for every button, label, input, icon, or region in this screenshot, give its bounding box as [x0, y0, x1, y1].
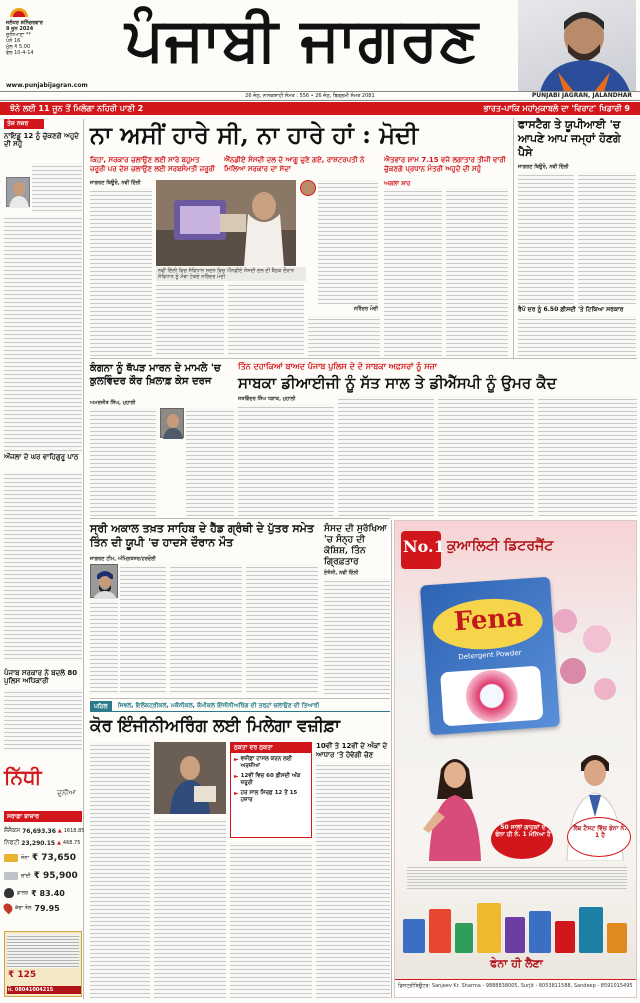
- ad-tagline: ਫੇਨਾ ਹੀ ਲੈਣਾ: [490, 957, 543, 970]
- key-point-text: 12ਵੀਂ ਵਿਚ 60 ਫ਼ੀਸਦੀ ਅੰਕ ਜ਼ਰੂਰੀ: [240, 773, 301, 786]
- masthead: [0, 0, 640, 92]
- key-points-title: ਨੁਕਤਾ ਦਰ ਨੁਕਤਾ: [231, 743, 311, 753]
- bottom-kicker-line: ਸਿਵਲ, ਇਲੈਕਟ੍ਰੀਕਲ, ਮਕੈਨੀਕਲ, ਕੈਮੀਕਲ ਇੰਜੀਨੀਅਰਿੰਗ ਦੀ ਤਰ੍ਹਾਂ ਚਲਾਉਣ ਦੀ ਤਿਆਰੀ: [117, 702, 320, 709]
- classified-ad[interactable]: [4, 931, 82, 997]
- market-row: [4, 825, 85, 837]
- woman-model-photo: [415, 749, 495, 861]
- market-row: [4, 867, 82, 885]
- lead-body-text: [90, 188, 152, 356]
- market-label: ਸਰਾਫ਼ਾ ਬਾਜ਼ਾਰ: [4, 811, 82, 822]
- edition-line: ਜਲੰਧਰ ਸ਼ਨਿੱਚਰਵਾਰ: [6, 20, 43, 26]
- bottom-text: [154, 818, 226, 998]
- second-story-headline[interactable]: ਸਾਬਕਾ ਡੀਆਈਜੀ ਨੂੰ ਸੱਤ ਸਾਲ ਤੇ ਡੀਐੱਸਪੀ ਨੂੰ ਉਮਰ ਕੈਦ: [238, 374, 557, 392]
- fena-product-sub: Detergent Powder: [458, 648, 522, 662]
- market-list: [4, 825, 85, 915]
- market-name: ਨਿਫਟੀ: [4, 839, 20, 846]
- date-strip: [0, 91, 640, 101]
- edition-line: ਵੱਲ 10-4-14: [6, 50, 34, 56]
- right-story-dateline: ਜਾਗਰਣ ਬਿਊਰੋ, ਨਵੀਂ ਦਿੱਲੀ: [518, 164, 569, 170]
- fena-pack: [420, 577, 560, 736]
- fena-product-name: Fena: [452, 602, 525, 638]
- ad-fine-print: [407, 865, 627, 891]
- edition-line: ਪੰਨੇ 16: [6, 38, 21, 44]
- right-column: [513, 118, 637, 358]
- bottom-text: [230, 842, 312, 998]
- ad-price: ₹ 125: [8, 970, 37, 980]
- newspaper-title: ਪੰਜਾਬੀ ਜਾਗਰਣ: [125, 5, 479, 75]
- akal-headline[interactable]: ਸ੍ਰੀ ਅਕਾਲ ਤਖ਼ਤ ਸਾਹਿਬ ਦੇ ਹੈੱਡ ਗ੍ਰੰਥੀ ਦੇ ਪੁੱਤਰ ਸਮੇਤ ਤਿੰਨ ਦੀ ਯੂਪੀ 'ਚ ਹਾਦਸੇ ਦੌਰਾਨ ਮੌਤ: [90, 522, 314, 549]
- cricketer-photo: [518, 0, 636, 92]
- lead-body-text: [384, 188, 442, 356]
- sidebar-headline[interactable]: ਨਾਇਡੂ 12 ਨੂੰ ਚੁੱਕਣਗੇ ਅਹੁਦੇ ਦੀ ਸਹੁੰ: [4, 132, 79, 148]
- sidebar-section-label: ਤੇਜ਼ ਨਜ਼ਰ: [4, 119, 44, 129]
- granthi-son-photo: [90, 564, 118, 598]
- fena-ad[interactable]: [394, 520, 637, 998]
- akal-text: [246, 564, 318, 694]
- lead-subhead: ਐਤਵਾਰ ਸ਼ਾਮ 7.15 ਵਜੇ ਲਗਾਤਾਰ ਤੀਜੀ ਵਾਰੀ ਚੁੱਕਣਗੇ ਪ੍ਰਧਾਨ ਮੰਤਰੀ ਅਹੁਦੇ ਦੀ ਸਹੁੰ: [384, 156, 506, 173]
- market-value: ₹ 83.40: [31, 888, 65, 898]
- second-story-text: [438, 396, 534, 516]
- market-name: ਚਾਂਦੀ: [21, 873, 31, 879]
- parliament-text: [324, 578, 390, 694]
- second-story-text: [538, 396, 637, 516]
- bottom-headline[interactable]: ਕੋਰ ਇੰਜੀਨੀਅਰਿੰਗ ਲਈ ਮਿਲੇਗਾ ਵਜ਼ੀਫ਼ਾ: [90, 716, 340, 736]
- lead-dateline: ਜਾਗਰਣ ਬਿਊਰੋ, ਨਵੀਂ ਦਿੱਲੀ: [90, 180, 141, 186]
- market-row: [4, 901, 82, 915]
- repo-text: [518, 316, 636, 356]
- lead-headline[interactable]: ਨਾ ਅਸੀਂ ਹਾਰੇ ਸੀ, ਨਾ ਹਾਰੇ ਹਾਂ : ਮੋਦੀ: [90, 120, 419, 149]
- sidebar-text: [4, 215, 82, 453]
- second-story-text: [338, 396, 434, 516]
- second-story-kicker: ਤਿੰਨ ਦਹਾਕਿਆਂ ਬਾਅਦ ਪੰਜਾਬ ਪੁਲਿਸ ਦੇ ਦੋ ਸਾਬਕਾ ਅਫ਼ਸਰਾਂ ਨੂੰ ਸਜ਼ਾ: [238, 362, 438, 371]
- market-value: 76,693.36: [22, 827, 56, 835]
- market-change: 1618.85: [63, 828, 85, 834]
- lead-body-text: [228, 282, 304, 356]
- sidebar-text: [4, 689, 82, 751]
- date-strip-text: 26 ਜੇਠ, ਨਾਨਕਸ਼ਾਹੀ ਸੰਮਤ : 556 • 26 ਜੇਠ, ਬਿਕ੍ਰਮੀ ਸੰਮਤ 2081: [245, 93, 375, 99]
- money-bag-icon: [4, 888, 14, 898]
- kangana-text: [186, 408, 234, 516]
- modi-photo: [300, 180, 316, 196]
- oil-drop-icon: [2, 902, 15, 915]
- second-story-text: [238, 404, 334, 516]
- parliament-dateline: ਏਜੰਸੀ, ਨਵੀਂ ਦਿੱਲੀ: [324, 570, 359, 576]
- kangana-headline[interactable]: ਕੰਗਨਾ ਨੂੰ ਥੱਪੜ ਮਾਰਨ ਦੇ ਮਾਮਲੇ 'ਚ ਕੁਲਵਿੰਦਰ ਕੌਰ ਖ਼ਿਲਾਫ਼ ਕੇਸ ਦਰਜ: [90, 363, 221, 387]
- bullet-arrow-icon: ►: [234, 756, 239, 763]
- sidebar-text: [4, 471, 82, 661]
- ad-footer: ਡਿਸਟ੍ਰੀਬਿਊਟਰ: Sanjeev Kr. Sharma - 9888838005, Surjit - 8053811588, Sandeep - 8591015495: [395, 979, 637, 998]
- nidhi-logo-text: ਨਿੱਧੀ: [4, 765, 42, 789]
- market-name: ਸੈਂਸੈਕਸ: [4, 827, 21, 834]
- gold-bars-icon: [4, 854, 18, 862]
- kulwinder-photo: [160, 408, 184, 438]
- bubble-right-text: ਲੈਬ ਟੈਸਟ ਵਿੱਚ ਫੇਨਾ ਨੰ. 1 ਹੈ: [573, 825, 627, 839]
- lead-photo: [156, 180, 296, 266]
- silver-bars-icon: [4, 872, 18, 880]
- lead-body-text: [156, 282, 224, 356]
- selection-subhead: 10ਵੀਂ ਤੇ 12ਵੀਂ ਦੇ ਅੰਕਾਂ ਦੇ ਆਧਾਰ 'ਤੇ ਹੋਵੇਗੀ ਚੋਣ: [316, 742, 388, 759]
- left-sidebar: [4, 119, 84, 999]
- teaser-bar: [0, 102, 640, 115]
- bottom-kicker: ਪਹਿਲ: [90, 701, 112, 712]
- down-arrow-icon: ▲: [57, 828, 62, 834]
- naidu-photo: [6, 177, 30, 207]
- up-arrow-icon: ▲: [57, 840, 61, 846]
- second-story-dateline: ਸਤਵਿੰਦਰ ਸਿੰਘ ਧੜਾਕ, ਮੁਹਾਲੀ: [238, 396, 296, 402]
- right-story-text: [578, 172, 636, 304]
- market-row: [4, 885, 82, 901]
- key-points-box: [230, 742, 312, 838]
- market-value: 23,290.15: [21, 839, 56, 847]
- akal-text: [90, 600, 118, 694]
- ad-phone: ਮੋ. 08041004215: [7, 986, 81, 994]
- key-point-text: ਵਜ਼ੀਫ਼ਾ ਹਾਸਲ ਕਰਨ ਲਈ ਅਰਜ਼ੀਆਂ: [240, 756, 292, 769]
- no1-text: No.1: [403, 537, 445, 556]
- teaser-right[interactable]: ਭਾਰਤ-ਪਾਕਿ ਮਹਾਂਮੁਕਾਬਲੇ ਦਾ 'ਵਿਰਾਟ' ਖਿਡਾਰੀ 9: [483, 103, 630, 113]
- key-point: [231, 753, 311, 770]
- quote-byline: ਨਰਿੰਦਰ ਮੋਦੀ: [353, 306, 378, 312]
- sidebar-headline[interactable]: ਔਜਲਾ ਦੇ ਘਰ ਵਾਹਿਗੁਰੂ ਪਾਠ: [4, 453, 82, 461]
- student-photo: [154, 742, 226, 814]
- key-point-text: ਹਰ ਸਾਲ ਸਿਰਫ਼ 12 ਤੋਂ 15 ਹਜ਼ਾਰ: [240, 790, 298, 803]
- market-change: 468.75: [62, 840, 81, 846]
- edition-line: 8 ਜੂਨ 2024: [6, 26, 34, 32]
- bubble-left-text: 50 ਸਾਲਾਂ ਗਾਹਕਾਂ ਦੇ ਫੇਨਾ ਹੀ ਨੰ. 1 ਮੰਨਿਆ ਹੈ: [495, 824, 551, 838]
- quote-text: [318, 180, 378, 304]
- akal-dateline: ਜਾਗਰਣ ਟੀਮ, ਅੰਮ੍ਰਿਤਸਰ/ਹਰਦੋਈ: [90, 556, 156, 562]
- akal-text: [170, 564, 242, 694]
- lead-photo-caption: ਨਵੀਂ ਦਿੱਲੀ ਵਿਚ ਸੰਵਿਧਾਨ ਸਦਨ ਵਿਚ ਐੱਨਡੀਏ ਸੰਸਦੀ ਦਲ ਦੀ ਬੈਠਕ ਦੌਰਾਨ ਸੰਵਿਧਾਨ ਨੂੰ ਮੱਥਾ ਟੇਕਦੇ ਨਰਿੰਦਰ ਮੋਦੀ: [156, 267, 306, 281]
- market-row: [4, 849, 82, 867]
- edition-line: ਲੁਧਿਆਣਾ **: [6, 32, 31, 38]
- parliament-headline[interactable]: ਸੰਸਦ ਦੀ ਸੁਰੱਖਿਆ 'ਚ ਸੰਨ੍ਹ ਦੀ ਕੋਸ਼ਿਸ਼, ਤਿੰਨ ਗ੍ਰਿਫ਼ਤਾਰ: [324, 524, 387, 567]
- bottom-text: [90, 742, 150, 998]
- market-value: 79.95: [34, 903, 60, 913]
- right-story-headline[interactable]: ਫਾਸਟੈਗ ਤੇ ਯੂਪੀਆਈ 'ਚ ਆਪਣੇ ਆਪ ਜਮ੍ਹਾਂ ਹੋਣਗੇ ਪੈਸੇ: [518, 118, 621, 159]
- market-name: ਡਾਲਰ: [17, 890, 29, 896]
- nidhi-logo: [4, 765, 82, 807]
- website-url[interactable]: www.punjabijagran.com: [6, 82, 88, 89]
- bullet-arrow-icon: ►: [234, 790, 239, 797]
- bottom-text: [316, 762, 390, 998]
- product-range: [403, 897, 631, 953]
- publisher-name: PUNJABI JAGRAN, JALANDHAR: [531, 92, 632, 99]
- flowers-decoration: [545, 601, 625, 711]
- jagran-sun-logo-icon: [8, 4, 30, 18]
- akal-text: [120, 564, 166, 694]
- lead-body-text: [308, 316, 380, 356]
- key-point: [231, 787, 311, 804]
- lead-subhead: ਕਿਹਾ, ਸਰਕਾਰ ਚਲਾਉਣ ਲਈ ਸਾਰੇ ਬਹੁਮਤ ਜ਼ਰੂਰੀ ਪਰ ਦੇਸ਼ ਚਲਾਉਣ ਲਈ ਸਰਬਸੰਮਤੀ ਜ਼ਰੂਰੀ: [90, 156, 215, 173]
- bottom-kicker-bar: [90, 701, 390, 712]
- edition-line: ਮੁੱਲ ₹ 5.00: [6, 44, 31, 50]
- sidebar-text: [32, 163, 82, 213]
- kangana-text: [90, 408, 156, 516]
- column-head: ਅਗਲਾ ਸ਼ਾਹ: [384, 180, 411, 187]
- repo-headline[interactable]: ਰੈਪੋ ਦਰ ਨੂੰ 6.50 ਫ਼ੀਸਦੀ 'ਤੇ ਟਿਕਿਆ ਸਰਕਾਰ: [518, 306, 624, 313]
- market-value: ₹ 73,650: [31, 853, 77, 863]
- key-point: [231, 770, 311, 787]
- market-name: ਕੱਚਾ ਤੇਲ: [15, 905, 32, 911]
- edition-info: [6, 20, 76, 56]
- ad-brand-tag: ਕੁਆਲਿਟੀ ਡਿਟਰਜੈਂਟ: [447, 538, 554, 554]
- kangana-dateline: ਅਮਰਜੀਤ ਸਿੰਘ, ਮੁਹਾਲੀ: [90, 400, 136, 406]
- market-name: ਸੋਨਾ: [21, 855, 29, 861]
- market-row: [4, 837, 82, 849]
- teaser-left[interactable]: ਝੋਨੇ ਲਈ 11 ਜੂਨ ਤੋਂ ਮਿਲੇਗਾ ਨਹਿਰੀ ਪਾਣੀ 2: [10, 103, 144, 113]
- bullet-arrow-icon: ►: [234, 773, 239, 780]
- sidebar-headline[interactable]: ਪੰਜਾਬ ਸਰਕਾਰ ਨੇ ਬਦਲੇ 80 ਪੁਲਿਸ ਅਧਿਕਾਰੀ: [4, 669, 82, 685]
- lead-subhead: ਐੱਨਡੀਏ ਸੰਸਦੀ ਦਲ ਦੇ ਆਗੂ ਚੁਣੇ ਗਏ, ਰਾਸ਼ਟਰਪਤੀ ਨੇ ਮਿਲਿਆ ਸਰਕਾਰ ਦਾ ਸੱਦਾ: [224, 156, 365, 173]
- lead-body-text: [446, 188, 508, 356]
- nidhi-logo-sub: ਦੁਨੀਆ: [57, 789, 76, 797]
- right-story-text: [518, 172, 574, 304]
- market-value: ₹ 95,900: [33, 871, 78, 881]
